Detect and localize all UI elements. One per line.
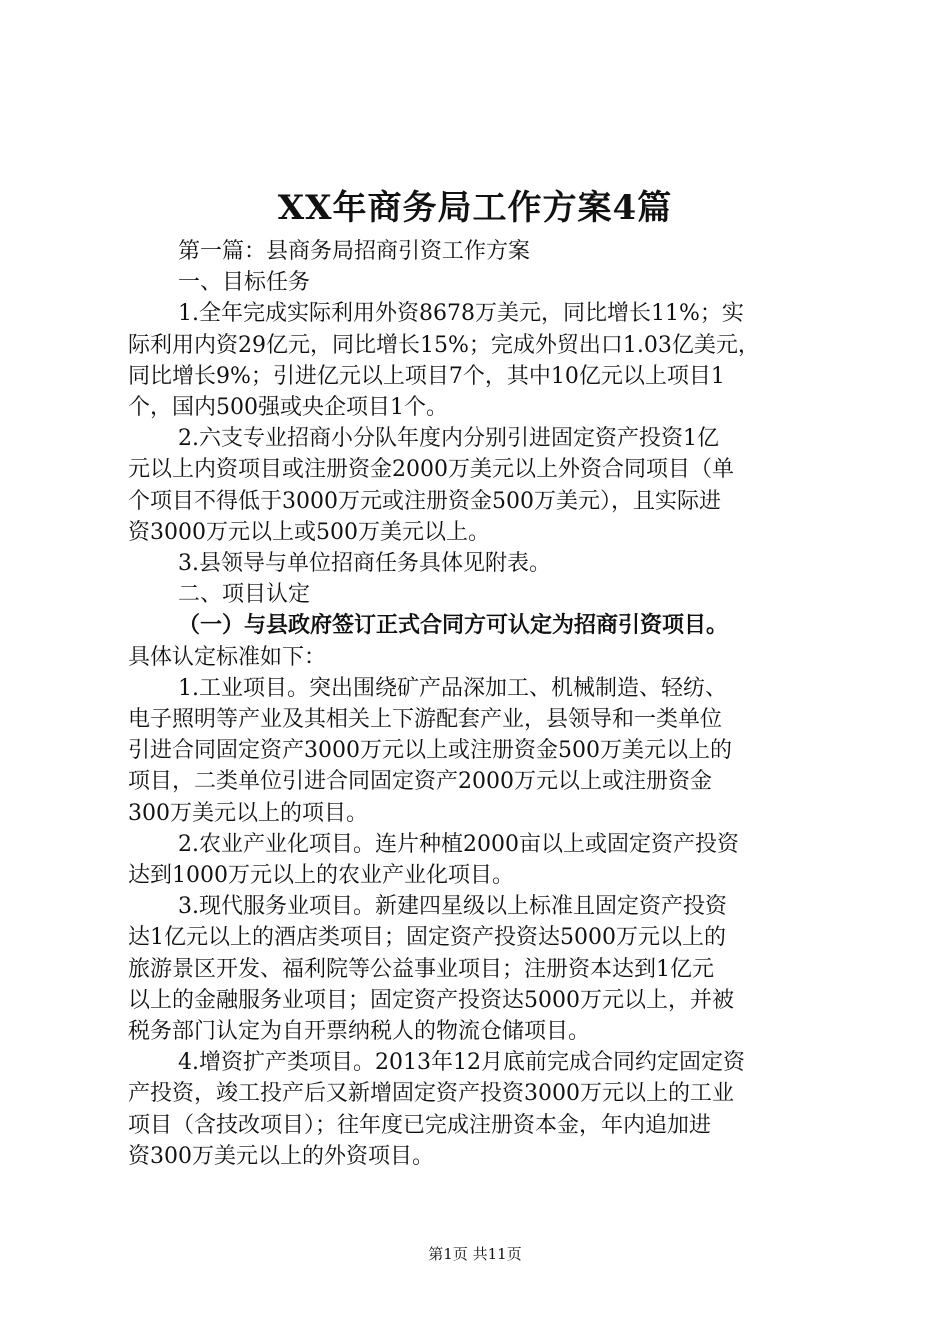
chapter-heading: 第一篇：县商务局招商引资工作方案 — [178, 239, 531, 264]
paragraph-line: 资300万美元以上的外资项目。 — [128, 1143, 434, 1169]
paragraph-line: 电子照明等产业及其相关上下游配套产业，县领导和一类单位 — [128, 707, 723, 733]
paragraph-line: 旅游景区开发、福利院等公益事业项目；注册资本达到1亿元 — [128, 956, 714, 982]
paragraph-line: 1.工业项目。突出围绕矿产品深加工、机械制造、轻纺、 — [178, 675, 727, 701]
paragraph-line: 引进合同固定资产3000万元以上或注册资金500万美元以上的 — [128, 738, 732, 764]
paragraph-line: 资3000万元以上或500万美元以上。 — [128, 519, 490, 545]
paragraph-line: 达到1000万元以上的农业产业化项目。 — [128, 863, 514, 889]
paragraph-line: 2.六支专业招商小分队年度内分别引进固定资产投资1亿 — [178, 426, 719, 452]
paragraph-line: 项目，二类单位引进合同固定资产2000万元以上或注册资金 — [128, 769, 712, 795]
paragraph-line: 300万美元以上的项目。 — [128, 800, 368, 826]
paragraph-line: 3.现代服务业项目。新建四星级以上标准且固定资产投资 — [178, 894, 727, 920]
paragraph-line: 个项目不得低于3000万元或注册资金500万美元），且实际进 — [128, 488, 721, 514]
paragraph-line: 际利用内资29亿元，同比增长15%；完成外贸出口1.03亿美元， — [128, 332, 760, 358]
document-body — [128, 236, 830, 1172]
paragraph-line: 以上的金融服务业项目；固定资产投资达5000万元以上，并被 — [128, 987, 734, 1013]
paragraph-line: 项目（含技改项目）；往年度已完成注册资本金，年内追加进 — [128, 1112, 712, 1138]
paragraph-line: 具体认定标准如下： — [128, 644, 327, 670]
section-heading-recognition: 二、项目认定 — [178, 582, 311, 608]
document-title: XX年商务局工作方案4篇 — [277, 188, 673, 228]
paragraph-line: 3.县领导与单位招商任务具体见附表。 — [178, 551, 551, 577]
paragraph-line: 产投资，竣工投产后又新增固定资产投资3000万元以上的工业 — [128, 1081, 734, 1107]
paragraph-line: 元以上内资项目或注册资金2000万美元以上外资合同项目（单 — [128, 457, 734, 483]
paragraph-line: 税务部门认定为自开票纳税人的物流仓储项目。 — [128, 1019, 591, 1045]
paragraph-line: 1.全年完成实际利用外资8678万美元，同比增长11%；实 — [178, 301, 744, 327]
section-heading-targets: 一、目标任务 — [178, 270, 311, 296]
page-number: 第1页 共11页 — [428, 1245, 522, 1263]
subsection-heading: （一）与县政府签订正式合同方可认定为招商引资项目。 — [178, 613, 729, 639]
paragraph-line: 达1亿元以上的酒店类项目；固定资产投资达5000万元以上的 — [128, 925, 726, 951]
paragraph-line: 同比增长9%；引进亿元以上项目7个，其中10亿元以上项目1 — [128, 363, 725, 389]
paragraph-line: 2.农业产业化项目。连片种植2000亩以上或固定资产投资 — [178, 831, 739, 857]
paragraph-line: 4.增资扩产类项目。2013年12月底前完成合同约定固定资 — [178, 1050, 745, 1076]
paragraph-line: 个，国内500强或央企项目1个。 — [128, 395, 448, 421]
